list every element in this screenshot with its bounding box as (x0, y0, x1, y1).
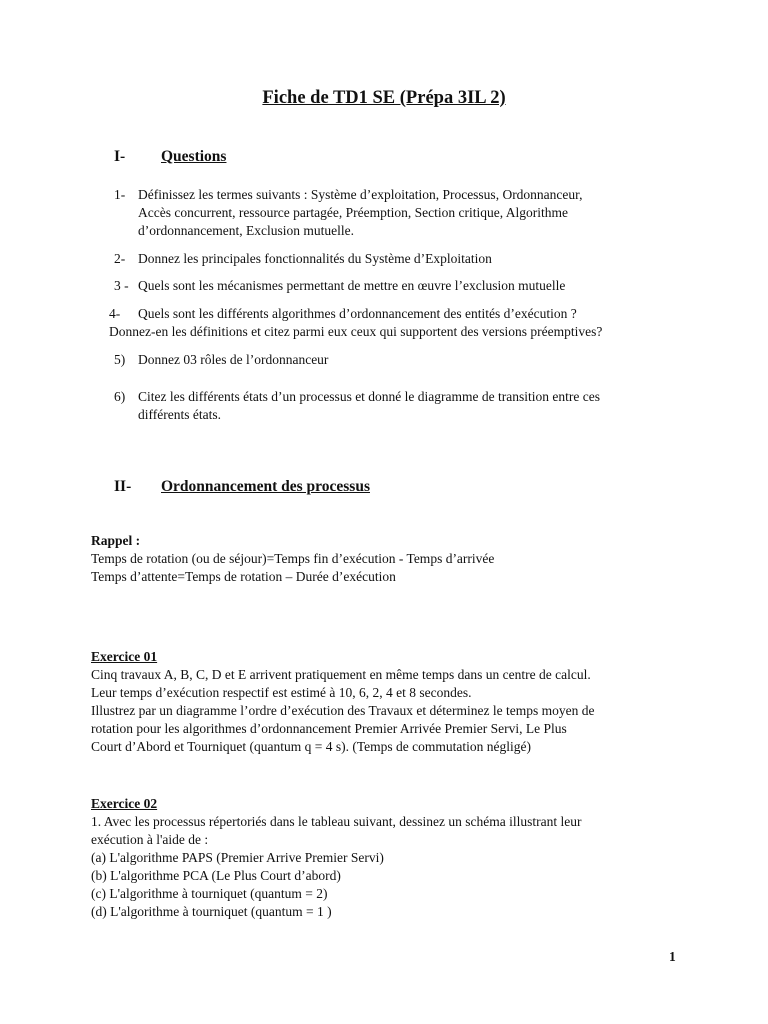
exercise-2-line: exécution à l'aide de : (91, 832, 209, 847)
exercise-2-block (91, 795, 691, 921)
question-4-line-1: Quels sont les différents algorithmes d’ordonnancement des entités d’exécution ? (138, 306, 577, 321)
section-2-number: II- (114, 478, 132, 495)
question-6-line: différents états. (138, 407, 221, 422)
exercise-2-line: (b) L'algorithme PCA (Le Plus Court d’abord) (91, 868, 341, 883)
rappel-block (91, 532, 691, 586)
question-5-number: 5) (114, 352, 126, 367)
rappel-heading: Rappel : (91, 533, 141, 548)
question-2-text (138, 250, 678, 268)
exercise-2-line: 1. Avec les processus répertoriés dans le tableau suivant, dessinez un schéma illustrant leur (91, 814, 582, 829)
exercise-1-heading: Exercice 01 (91, 649, 158, 664)
question-3-text (138, 277, 678, 295)
exercise-2-heading: Exercice 02 (91, 796, 158, 811)
exercise-2-line: (a) L'algorithme PAPS (Premier Arrive Premier Servi) (91, 850, 384, 865)
question-5-line: Donnez 03 rôles de l’ordonnanceur (138, 352, 329, 367)
exercise-1-line: Court d’Abord et Tourniquet (quantum q = 4 s). (Temps de commutation négligé) (91, 739, 532, 754)
section-1-number: I- (114, 148, 126, 165)
question-2-number: 2- (114, 251, 126, 266)
question-3-number: 3 - (114, 278, 129, 293)
question-1-line: Accès concurrent, ressource partagée, Préemption, Section critique, Algorithme (138, 205, 568, 220)
exercise-1-line: Illustrez par un diagramme l’ordre d’exécution des Travaux et déterminez le temps moyen de (91, 703, 595, 718)
section-1-title: Questions (161, 148, 227, 165)
question-2-line: Donnez les principales fonctionnalités du Système d’Exploitation (138, 251, 492, 266)
question-1-line: d’ordonnancement, Exclusion mutuelle. (138, 223, 354, 238)
question-4-number: 4- (109, 306, 121, 321)
question-6-text (138, 388, 678, 424)
exercise-1-line: Cinq travaux A, B, C, D et E arrivent pratiquement en même temps dans un centre de calcul. (91, 667, 591, 682)
rappel-line: Temps de rotation (ou de séjour)=Temps fin d’exécution - Temps d’arrivée (91, 551, 495, 566)
section-2-title: Ordonnancement des processus (161, 478, 370, 495)
page-title: Fiche de TD1 SE (Prépa 3IL 2) (262, 88, 506, 108)
question-3-line: Quels sont les mécanismes permettant de mettre en œuvre l’exclusion mutuelle (138, 278, 566, 293)
exercise-2-line: (c) L'algorithme à tourniquet (quantum = 2) (91, 886, 328, 901)
question-4-line-2: Donnez-en les définitions et citez parmi eux ceux qui supportent des versions préemptives? (109, 324, 603, 339)
exercise-1-line: rotation pour les algorithmes d’ordonnancement Premier Arrivée Premier Servi, Le Plus (91, 721, 567, 736)
page-number: 1 (669, 949, 676, 964)
question-1-number: 1- (114, 187, 126, 202)
exercise-2-line: (d) L'algorithme à tourniquet (quantum = 1 ) (91, 904, 332, 919)
question-6-number: 6) (114, 389, 126, 404)
exercise-1-line: Leur temps d’exécution respectif est estimé à 10, 6, 2, 4 et 8 secondes. (91, 685, 472, 700)
question-5-text (138, 351, 678, 369)
question-1-line: Définissez les termes suivants : Système d’exploitation, Processus, Ordonnanceur, (138, 187, 583, 202)
question-6-line: Citez les différents états d’un processus et donné le diagramme de transition entre ces (138, 389, 600, 404)
exercise-1-block (91, 648, 691, 756)
rappel-line: Temps d’attente=Temps de rotation – Durée d’exécution (91, 569, 396, 584)
question-1-text (138, 186, 678, 240)
